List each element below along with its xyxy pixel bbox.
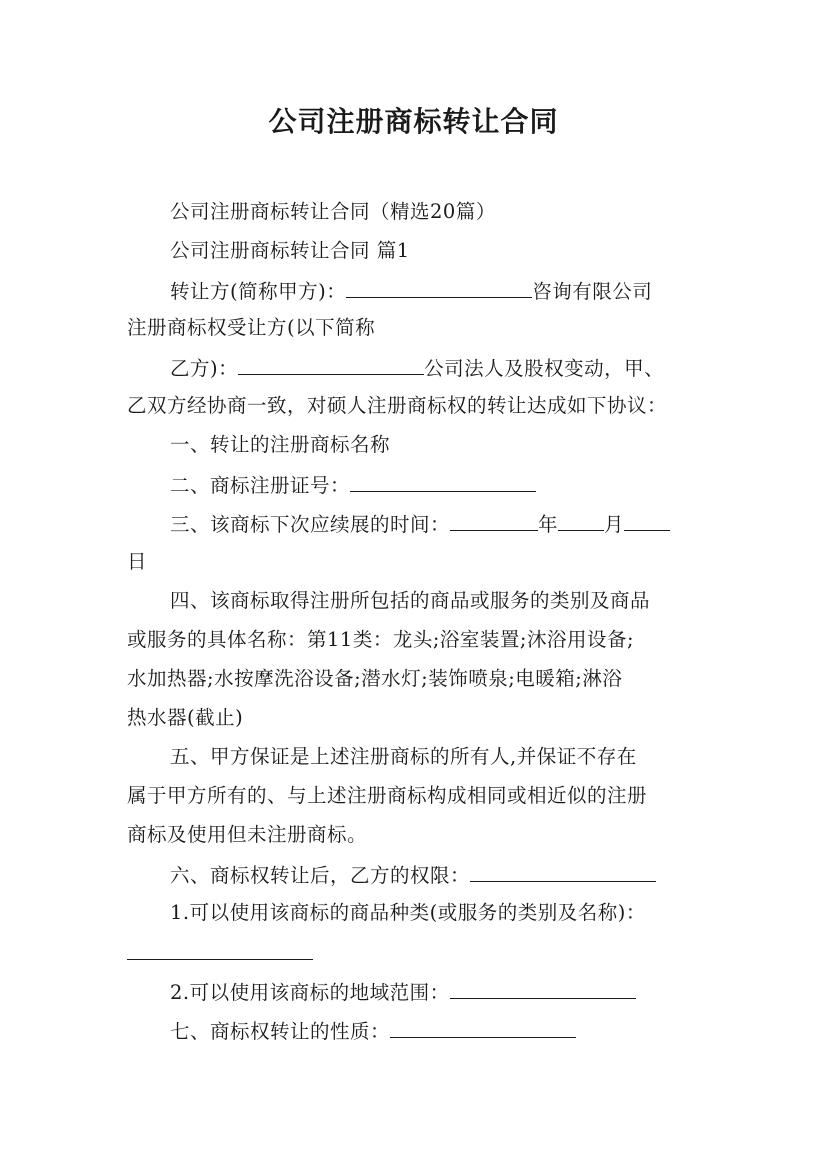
section-heading: 公司注册商标转让合同 篇1 <box>170 239 410 262</box>
goods-category-blank <box>127 939 313 960</box>
party-b-label: 乙方)： <box>170 357 239 380</box>
clause-5-line-3: 商标及使用但未注册商标。 <box>127 823 368 846</box>
clause-3 <box>170 510 670 538</box>
party-b-suffix: 公司法人及股权变动，甲、 <box>424 357 665 380</box>
agreement-intro: 乙双方经协商一致，对硕人注册商标权的转让达成如下协议： <box>127 394 668 417</box>
day-label: 日 <box>127 550 148 573</box>
clause-4-line-3: 水加热器;水按摩洗浴设备;潜水灯;装饰喷泉;电暖箱;淋浴 <box>127 667 623 690</box>
party-b-line <box>170 354 664 382</box>
transferee-line: 注册商标权受让方(以下简称 <box>127 316 376 339</box>
clause-6-label: 六、商标权转让后，乙方的权限： <box>170 864 471 887</box>
region-blank <box>450 978 636 999</box>
document-subtitle: 公司注册商标转让合同（精选20篇） <box>170 200 496 223</box>
party-b-blank <box>238 354 424 375</box>
clause-6 <box>170 861 656 889</box>
month-label: 月 <box>604 513 625 536</box>
clause-2 <box>170 471 536 499</box>
goods-category-line <box>127 939 313 967</box>
rights-blank <box>470 861 656 882</box>
transferor-blank <box>346 277 532 298</box>
year-label: 年 <box>538 513 559 536</box>
clause-5-line-1: 五、甲方保证是上述注册商标的所有人,并保证不存在 <box>170 745 637 768</box>
clause-5-line-2: 属于甲方所有的、与上述注册商标构成相同或相近似的注册 <box>127 784 648 807</box>
transferor-label: 转让方(简称甲方)： <box>170 280 347 303</box>
clause-4-line-2: 或服务的具体名称：第11类：龙头;浴室装置;沐浴用设备; <box>127 628 635 651</box>
clause-3-label: 三、该商标下次应续展的时间： <box>170 513 451 536</box>
renewal-month-blank <box>558 510 604 531</box>
region-label: 2.可以使用该商标的地域范围： <box>170 981 450 1004</box>
clause-6-item-2 <box>170 978 636 1006</box>
nature-blank <box>390 1017 576 1038</box>
clause-7 <box>170 1017 576 1045</box>
registration-number-blank <box>350 471 536 492</box>
transferor-line <box>170 277 652 305</box>
renewal-day-blank <box>624 510 670 531</box>
clause-6-item-1: 1.可以使用该商标的商品种类(或服务的类别及名称)： <box>170 901 646 924</box>
clause-1: 一、转让的注册商标名称 <box>170 433 391 456</box>
transferor-suffix: 咨询有限公司 <box>532 280 653 303</box>
clause-4-line-4: 热水器(截止) <box>127 706 244 729</box>
clause-4-line-1: 四、该商标取得注册所包括的商品或服务的类别及商品 <box>170 589 651 612</box>
document-title: 公司注册商标转让合同 <box>268 105 559 138</box>
clause-7-label: 七、商标权转让的性质： <box>170 1020 391 1043</box>
renewal-year-blank <box>450 510 538 531</box>
clause-2-label: 二、商标注册证号： <box>170 474 351 497</box>
